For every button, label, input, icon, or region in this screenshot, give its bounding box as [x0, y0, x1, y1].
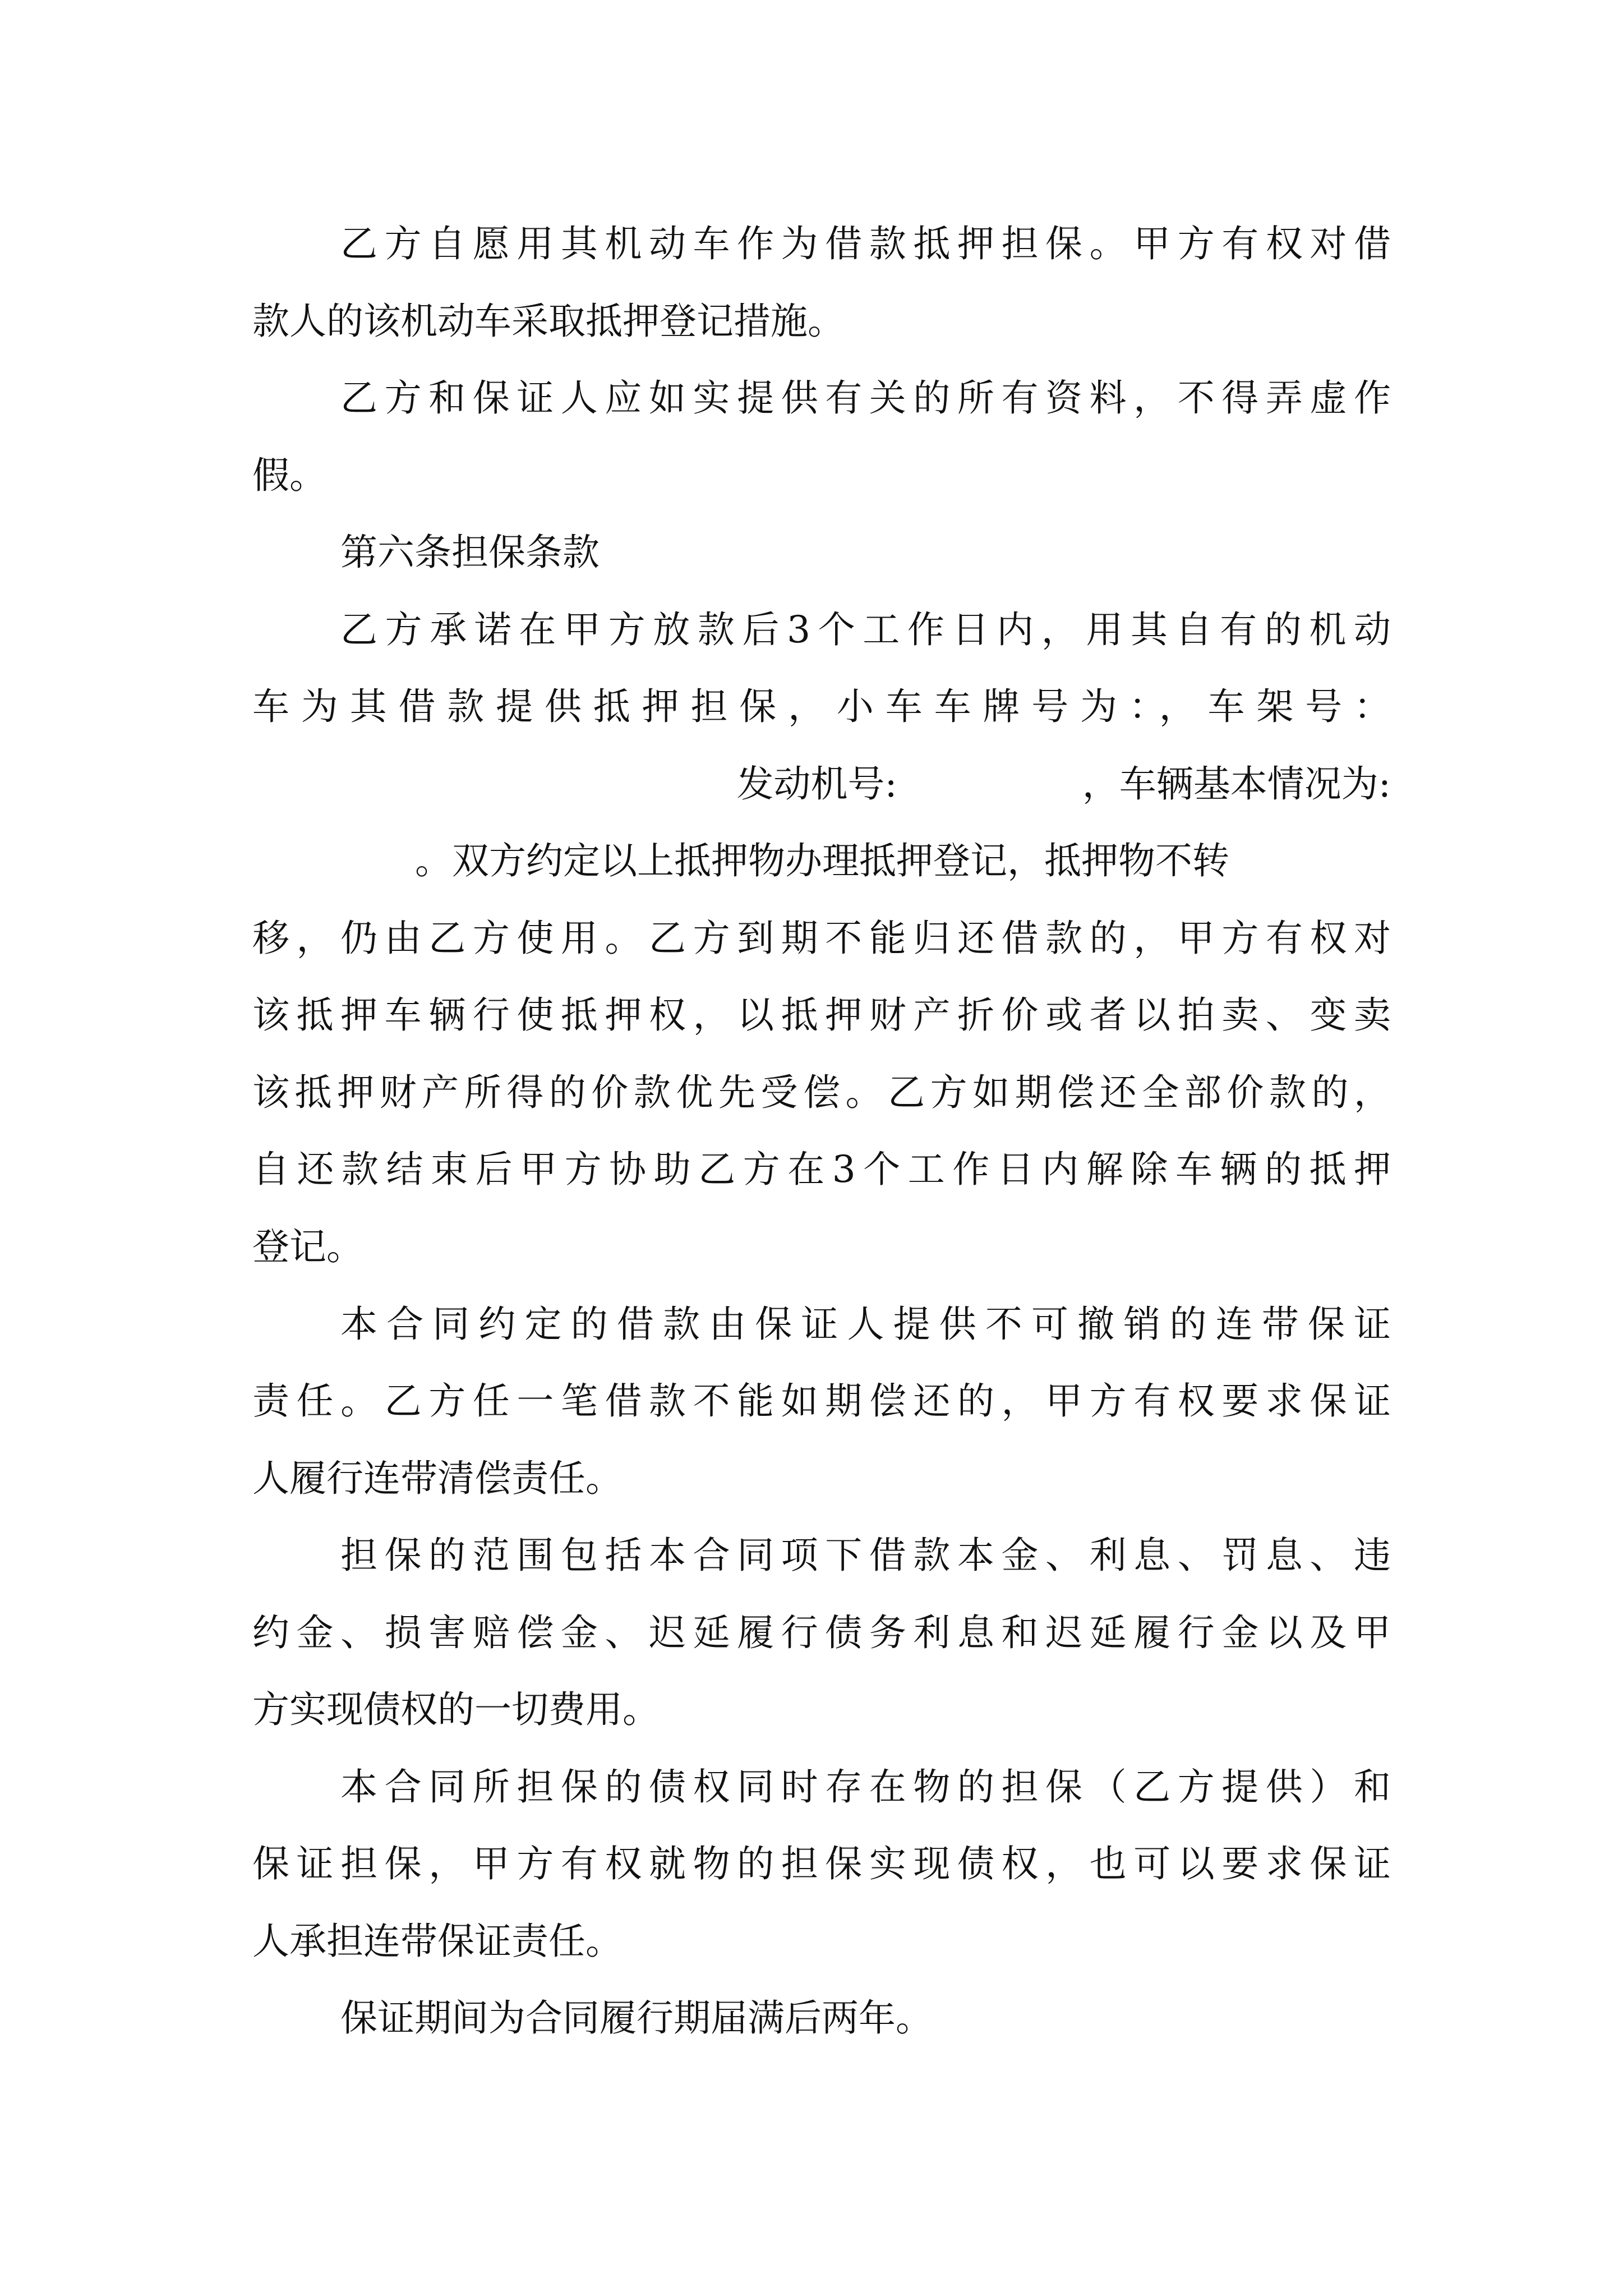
paragraph-4-line-3: 发动机号: ，车辆基本情况为:	[736, 762, 1391, 806]
paragraph-6-line-3: 方实现债权的一切费用。	[252, 1688, 660, 1731]
paragraph-4-line-1: 乙方承诺在甲方放款后3个工作日内，用其自有的机动	[340, 608, 1391, 651]
paragraph-7-line-3: 人承担连带保证责任。	[252, 1920, 623, 1963]
paragraph-1-line-2: 款人的该机动车采取抵押登记措施。	[252, 300, 845, 343]
paragraph-2-line-2: 假。	[252, 454, 326, 497]
paragraph-4-line-9: 登记。	[252, 1225, 363, 1268]
paragraph-5-line-2: 责任。乙方任一笔借款不能如期偿还的，甲方有权要求保证	[252, 1379, 1391, 1423]
paragraph-4-line-5: 移，仍由乙方使用。乙方到期不能归还借款的，甲方有权对	[252, 917, 1391, 960]
paragraph-4-line-8: 自还款结束后甲方协助乙方在3个工作日内解除车辆的抵押	[252, 1148, 1391, 1191]
paragraph-2-line-1: 乙方和保证人应如实提供有关的所有资料，不得弄虚作	[340, 376, 1391, 420]
paragraph-7-line-2: 保证担保，甲方有权就物的担保实现债权，也可以要求保证	[252, 1842, 1391, 1885]
section-heading: 第六条担保条款	[340, 531, 600, 574]
paragraph-5-line-3: 人履行连带清偿责任。	[252, 1457, 623, 1500]
paragraph-1-line-1: 乙方自愿用其机动车作为借款抵押担保。甲方有权对借	[340, 222, 1391, 265]
paragraph-4-line-7: 该抵押财产所得的价款优先受偿。乙方如期偿还全部价款的，	[252, 1071, 1391, 1114]
paragraph-4-line-2: 车为其借款提供抵押担保，小车车牌号为：，车架号：	[252, 685, 1391, 728]
paragraph-5-line-1: 本合同约定的借款由保证人提供不可撤销的连带保证	[340, 1303, 1391, 1346]
paragraph-7-line-1: 本合同所担保的债权同时存在物的担保（乙方提供）和	[340, 1765, 1391, 1809]
paragraph-4-line-4: 。双方约定以上抵押物办理抵押登记，抵押物不转	[415, 839, 1229, 882]
paragraph-4-line-6: 该抵押车辆行使抵押权，以抵押财产折价或者以拍卖、变卖	[252, 993, 1391, 1037]
paragraph-6-line-1: 担保的范围包括本合同项下借款本金、利息、罚息、违	[340, 1534, 1391, 1577]
paragraph-6-line-2: 约金、损害赔偿金、迟延履行债务利息和迟延履行金以及甲	[252, 1611, 1391, 1654]
paragraph-8-line-1: 保证期间为合同履行期届满后两年。	[340, 1996, 933, 2040]
